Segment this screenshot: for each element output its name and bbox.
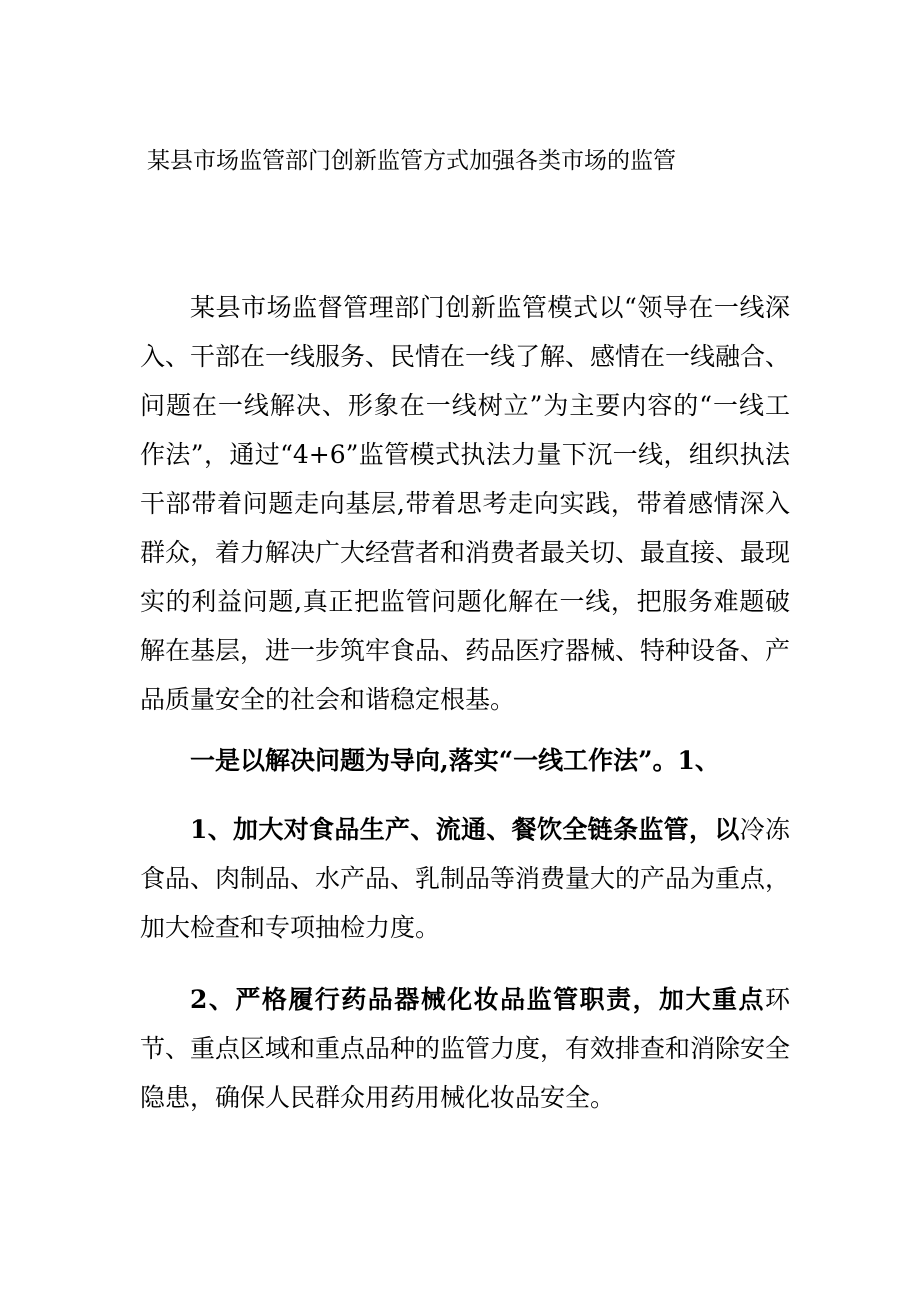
list-item-text: 冷冻食品、肉制品、水产品、乳制品等消费量大的产品为重点，加大检查和专项抽检力度。 [140, 815, 791, 942]
list-item [140, 975, 790, 1122]
intro-paragraph: 某县市场监督管理部门创新监管模式以“领导在一线深入、干部在一线服务、民情在一线了解、感情在一线融合、问题在一线解决、形象在一线树立”为主要内容的“一线工作法”，通过“4+6”监管模式执法力量下沉一线，组织执法干部带着问题走向基层,带着思考走向实践，带着感情深入群众，着力解决广大经营者和消费者最关切、最直接、最现实的利益问题,真正把监管问题化解在一线，把服务难题破解在基层，进一步筑牢食品、药品医疗器械、特种设备、产品质量安全的社会和谐稳定根基。 [140, 293, 791, 714]
list-item [140, 805, 790, 952]
section-heading: 一是以解决问题为导向,落实“一线工作法”。1、 [190, 746, 720, 775]
document-title: 某县市场监管部门创新监管方式加强各类市场的监管 [147, 148, 676, 174]
list-item-text: 环节、重点区域和重点品种的监管力度，有效排查和消除安全隐患，确保人民群众用药用械化妆品安全。 [140, 985, 791, 1112]
list-item-bold-lead: 1、加大对食品生产、流通、餐饮全链条监管，以 [190, 815, 740, 844]
list-item-bold-lead: 2、严格履行药品器械化妆品监管职责，加大重点 [190, 985, 765, 1014]
